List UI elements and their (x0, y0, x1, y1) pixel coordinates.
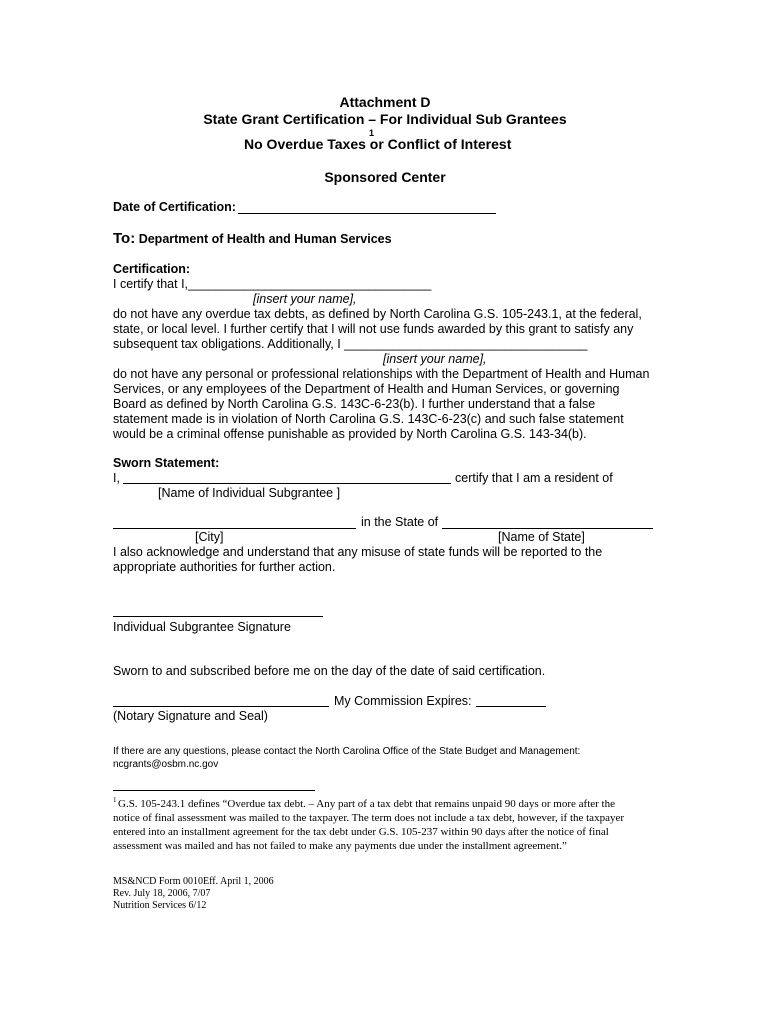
notary-signature-field[interactable] (113, 706, 329, 707)
notary-seal-label: (Notary Signature and Seal) (113, 709, 268, 723)
signature-field[interactable] (113, 616, 323, 617)
resident-text: certify that I am a resident of (455, 471, 613, 485)
footnote-line-1: G.S. 105-243.1 defines “Overdue tax debt. – Any part of a tax debt that remains unpaid 90 days or more after the (118, 798, 615, 810)
sworn-statement-heading: Sworn Statement: (113, 456, 220, 470)
form-title: State Grant Certification – For Individual Sub Grantees (203, 111, 567, 127)
form-subtitle (244, 136, 511, 152)
footnote-line-2: notice of final assessment was mailed to the taxpayer. The term does not include a tax debt, however, if the taxpayer (113, 812, 624, 824)
sworn-subscribed-text: Sworn to and subscribed before me on the day of the date of said certification. (113, 664, 546, 678)
city-field[interactable] (113, 528, 356, 529)
sworn-i-prefix: I, (113, 471, 120, 485)
subgrantee-name-field[interactable] (123, 483, 451, 484)
certify-line: I certify that I,___________________________________ (113, 277, 432, 291)
footnote-line-4: assessment was mailed and has not failed to make any payments due under the installment agreement.” (113, 840, 567, 852)
form-info-line-1: MS&NCD Form 0010Eff. April 1, 2006 (113, 876, 274, 887)
to-line (113, 230, 392, 247)
certification-heading: Certification: (113, 262, 191, 276)
attachment-label: Attachment D (339, 94, 431, 110)
form-info-line-2: Rev. July 18, 2006, 7/07 (113, 888, 211, 899)
signature-label: Individual Subgrantee Signature (113, 620, 291, 634)
certification-paragraph-2-line-3: Board as defined by North Carolina G.S. 143C-6-23(b). I further understand that a false (113, 397, 596, 411)
form-info-line-3: Nutrition Services 6/12 (113, 900, 207, 911)
commission-expires-field[interactable] (476, 706, 546, 707)
subgrantee-name-hint: [Name of Individual Subgrantee ] (158, 486, 341, 500)
footnote-mark: 1 (113, 796, 117, 804)
subtitle-part-2: or Conflict of Interest (365, 136, 512, 152)
contact-text: If there are any questions, please contact the North Carolina Office of the State Budget and Management: (113, 746, 581, 757)
subtitle-part-1: No Overdue Taxes (244, 136, 366, 152)
sponsored-center-heading: Sponsored Center (324, 169, 446, 185)
footnote-separator (113, 790, 315, 791)
date-of-certification-label: Date of Certification: (113, 200, 236, 214)
insert-name-hint-2: [insert your name], (383, 352, 487, 366)
acknowledgment-line-2: appropriate authorities for further action. (113, 560, 336, 574)
footnote-reference: 1 (369, 128, 375, 138)
city-hint: [City] (195, 530, 224, 544)
certification-paragraph-2-line-4: statement made is in violation of North Carolina G.S. 143C-6-23(c) and such false statement (113, 412, 624, 426)
certification-paragraph-1-line-1: do not have any overdue tax debts, as defined by North Carolina G.S. 105-243.1, at the federal, (113, 307, 642, 321)
certification-paragraph-2-line-5: would be a criminal offense punishable as provided by North Carolina G.S. 143-34(b). (113, 427, 587, 441)
certification-paragraph-1-line-2: state, or local level. I further certify that I will not use funds awarded by this grant to satisfy any (113, 322, 634, 336)
certification-paragraph-1-line-3: subsequent tax obligations. Additionally, I ___________________________________ (113, 337, 588, 351)
contact-email-link[interactable]: ncgrants@osbm.nc.gov (113, 759, 219, 770)
insert-name-hint-1: [insert your name], (253, 292, 357, 306)
state-hint: [Name of State] (498, 530, 585, 544)
certification-paragraph-2-line-1: do not have any personal or professional relationships with the Department of Health and Human (113, 367, 650, 381)
in-state-of-text: in the State of (361, 515, 439, 529)
acknowledgment-line-1: I also acknowledge and understand that any misuse of state funds will be reported to the (113, 545, 603, 559)
recipient-department: Department of Health and Human Services (138, 232, 392, 246)
footnote-line-3: entered into an installment agreement for the tax debt under G.S. 105-237 within 90 days after the notice of final (113, 826, 609, 838)
date-of-certification-field[interactable] (238, 213, 496, 214)
state-field[interactable] (442, 528, 653, 529)
commission-expires-label: My Commission Expires: (334, 694, 472, 708)
to-prefix: To: (113, 230, 136, 247)
certification-paragraph-2-line-2: Services, or any employees of the Department of Health and Human Services, or governing (113, 382, 620, 396)
